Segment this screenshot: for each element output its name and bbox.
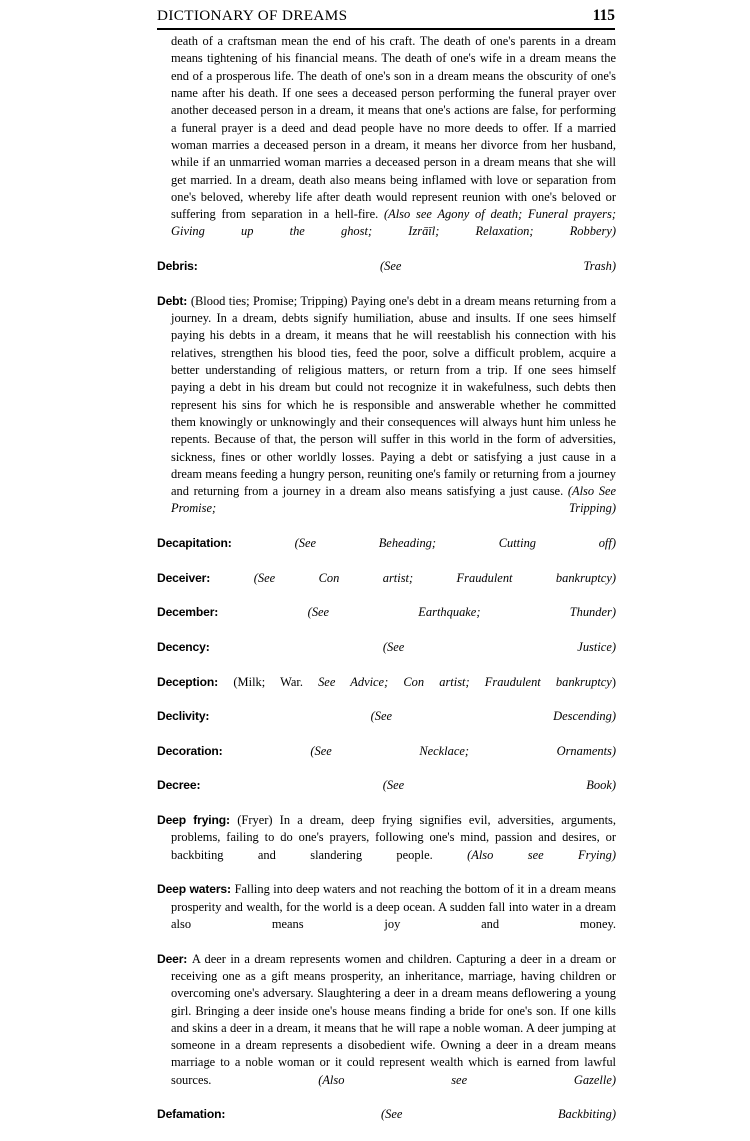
dictionary-entry — [157, 570, 616, 605]
entry-cross-reference: See Advice; Con artist; Fraudulent bankruptcy — [318, 674, 612, 689]
entry-colon: : — [193, 259, 380, 274]
dictionary-entry — [157, 604, 616, 639]
dictionary-entry — [157, 33, 616, 258]
entry-cross-reference: (Also see Gazelle) — [318, 1072, 616, 1087]
entry-headword: Decapitation — [157, 536, 228, 551]
dictionary-entry — [157, 293, 616, 535]
entry-cross-reference: (See Backbiting) — [381, 1107, 616, 1122]
entry-colon: : — [221, 1107, 382, 1122]
running-head — [157, 7, 615, 25]
entry-colon: : — [206, 570, 254, 585]
entry-cross-reference: (See Trash) — [380, 259, 616, 274]
entry-headword: December — [157, 605, 215, 620]
entry-cross-reference: (See Descending) — [370, 709, 616, 724]
entry-colon: : — [226, 882, 235, 897]
entry-headword: Deception — [157, 674, 215, 689]
dictionary-entry — [157, 674, 616, 709]
entry-cross-reference: (See Con artist; Fraudulent bankruptcy) — [253, 570, 616, 585]
entry-colon: : — [205, 639, 383, 654]
dictionary-entry — [157, 743, 616, 778]
entry-colon: : — [183, 293, 191, 308]
entry-headword: Declivity — [157, 709, 206, 724]
entry-colon: : — [225, 813, 238, 828]
entry-cross-reference: (See Justice) — [382, 639, 616, 654]
running-head-title: DICTIONARY OF DREAMS — [157, 7, 348, 24]
entry-body-text: (Milk; War. — [233, 674, 319, 689]
dictionary-entry — [157, 639, 616, 674]
entry-cross-reference: (Also see Agony of death; Funeral prayers; Giving up the ghost; Izrāīl; Relaxation; Robbery) — [171, 207, 616, 239]
entry-body-text: Falling into deep waters and not reaching the bottom of it in a dream means prosperity and wealth, for the world is a deep ocean. A sudden fall into water in a dream also means joy and money. — [171, 882, 616, 931]
dictionary-entry — [157, 881, 616, 950]
dictionary-entry — [157, 951, 616, 1107]
dictionary-entry — [157, 708, 616, 743]
entry-cross-reference: (See Book) — [382, 778, 616, 793]
entry-colon: : — [183, 951, 192, 966]
entry-colon: : — [218, 743, 311, 758]
dictionary-entry — [157, 777, 616, 812]
entry-body-text: (Blood ties; Promise; Tripping) Paying one's debt in a dream means returning from a journey. In a dream, debts signify humiliation, abuse and insults. If one sees himself paying his debts in a dream, it means that he will reestablish his connection with his relatives, strengthen his blood ties, feed the poor, solve a difficult problem, acquire a better understanding of religious matters, or return from a trip. If one sees himself paying a debt in his dream but could not recognize it in wakefulness, such debts then represent his sins for which he is responsible and answerable whether he committed them knowingly or unknowingly and their consequences will always hunt him unless he repents. Because of that, the person will suffer in this world in the form of adversities, sickness, fines or other worldly losses. Paying a debt or satisfying a just cause in a dream means feeding a hungry person, reuniting one's family or returning from a journey and returning from a journey in a dream also means satisfying a just cause. — [171, 293, 616, 499]
entry-cross-reference: (Also see Frying) — [467, 847, 616, 862]
entry-colon: : — [196, 778, 383, 793]
entry-headword: Decoration — [157, 743, 219, 758]
entry-body-text: death of a craftsman mean the end of his craft. The death of one's parents in a dream means tightening of his financial means. The death of one's wife in a dream means the end of a prosperous life. The death of one's son in a dream means the obscurity of one's name after his death. If one sees a deceased person performing the funeral prayer over another deceased person in a dream, it means that one's actions are false, for performing a funeral prayer is a deed and dead people have no more deeds to offer. If a married woman marries a deceased person in a dream, it means her divorce from her husband, while if an unmarried woman marries a deceased person in a dream means that she will get married. In a dream, death also means being inflamed with love or separation from one's beloved, whereby life after death would represent reunion with one's beloved or suffering from separation in a hell-fire. — [171, 34, 616, 222]
dictionary-entry — [157, 535, 616, 570]
entry-colon: : — [227, 536, 295, 551]
entry-headword: Defamation — [157, 1107, 222, 1122]
entry-cross-reference: (Also See Promise; Tripping) — [171, 484, 616, 516]
entry-body-text: A deer in a dream represents women and children. Capturing a deer in a dream or receiving one as a gift means prosperity, an inheritance, marriage, having children or overcoming one's adversary. Slaughtering a deer in a dream means deflowering a young girl. Bringing a deer inside one's house means finding a bride for one's son. If one kills and skins a deer in a dream, it means that he will rape a noble woman. A deer jumping at someone in a dream represents a disobedient wife. Owning a deer in a dream means marriage to a noble woman or it could represent wealth which is earned from lawful sources. — [171, 951, 616, 1087]
entry-cross-reference: (See Necklace; Ornaments) — [310, 743, 617, 758]
entry-headword: Decency — [157, 639, 206, 654]
entry-headword: Debt — [157, 293, 184, 308]
entry-cross-reference: (See Earthquake; Thunder) — [307, 605, 616, 620]
text-column — [157, 33, 616, 1141]
entry-colon: : — [214, 605, 308, 620]
entry-headword: Decree — [157, 778, 197, 793]
entry-headword: Deep waters — [157, 882, 227, 897]
dictionary-entry — [157, 258, 616, 293]
entry-body-text: ) — [611, 674, 616, 689]
entry-headword: Deep frying — [157, 813, 226, 828]
entry-body-text: (Fryer) In a dream, deep frying signifies evil, adversities, arguments, problems, failing to do one's prayers, following one's mind, passion and desires, or backbiting and slandering people. — [171, 813, 616, 862]
entry-headword: Deer — [157, 951, 184, 966]
entry-colon: : — [205, 709, 371, 724]
page-number: 115 — [592, 7, 615, 24]
dictionary-entry — [157, 812, 616, 881]
entry-colon: : — [214, 674, 234, 689]
entry-headword: Debris — [157, 259, 194, 274]
entry-headword: Deceiver — [157, 570, 207, 585]
header-rule — [157, 28, 615, 30]
entry-cross-reference: (See Beheading; Cutting off) — [294, 536, 616, 551]
dictionary-entry — [157, 1106, 616, 1141]
